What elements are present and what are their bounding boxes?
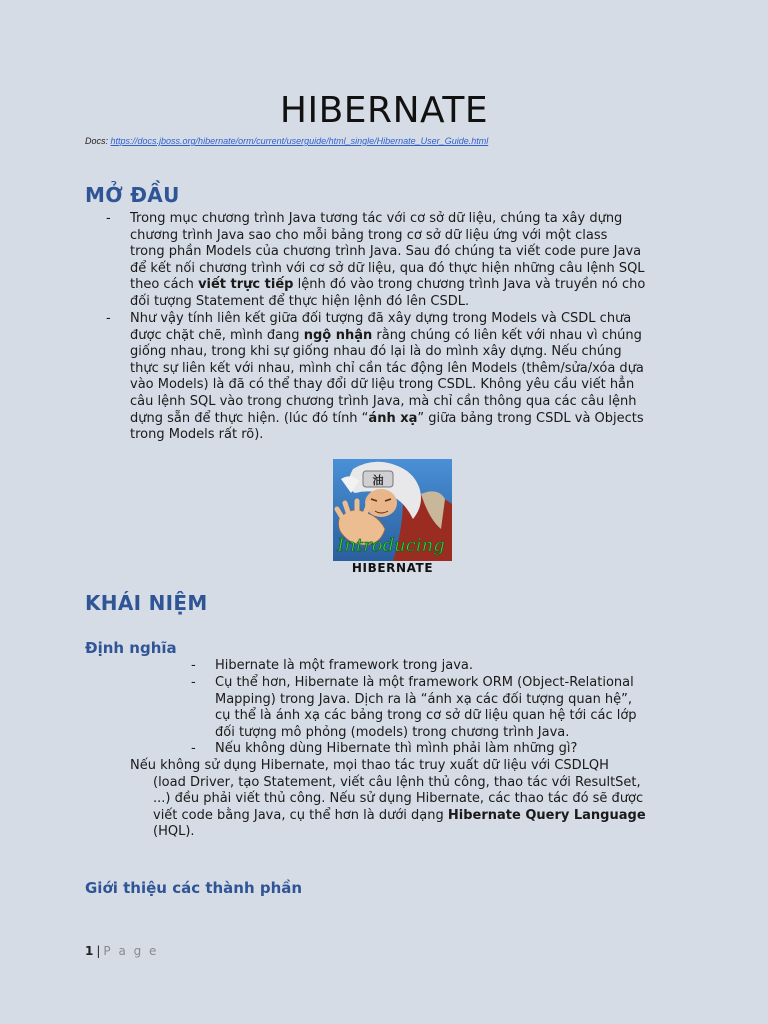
figure-caption: HIBERNATE <box>351 561 434 575</box>
list-item: - Như vậy tính liên kết giữa đối tượng đã xây dựng trong Models và CSDL chưa được chặt chẽ, mình đang ngộ nhận rằng chúng có liên kết với nhau vì chúng giống nhau, trong khi sự giống nhau đó lại là do mình xây dựng. Nếu chúng thực sự liên kết với nhau, mình chỉ cần tác động lên Models (thêm/sửa/xóa dựa vào Models) là đã có thể thay đổi dữ liệu trong CSDL. Không yêu cầu viết hẳn câu lệnh SQL vào trong chương trình Java, mà chỉ cần thông qua các câu lệnh dựng sẵn để thực hiện. (lúc đó tính “ánh xạ” giữa bảng trong CSDL và Objects trong Models rất rõ). <box>106 311 644 443</box>
character-illustration <box>333 459 452 561</box>
docs-label: Docs: <box>85 136 111 146</box>
page-label: P a g e <box>103 944 159 958</box>
bullet-dash: - <box>106 211 111 226</box>
docs-link[interactable]: https://docs.jboss.org/hibernate/orm/current/userguide/html_single/Hibernate_User_Guide.html <box>110 136 489 146</box>
list-item: - Cụ thể hơn, Hibernate là một framework ORM (Object-Relational Mapping) trong Java. Dịch ra là “ánh xạ các đối tượng quan hệ”, cụ thể là ánh xạ các bảng trong cơ sở dữ liệu quan hệ tới các lớp đối tượng mô phỏng (models) trong chương trình Java. <box>191 675 637 740</box>
bullet-dash: - <box>191 675 196 690</box>
introducing-image <box>333 459 452 561</box>
bullet-dash: - <box>191 658 196 673</box>
emphasis-text: viết trực tiếp <box>198 277 294 293</box>
headband-glyph: 油 <box>372 474 384 487</box>
page-number: 1 <box>85 944 94 958</box>
paragraph: Nếu không sử dụng Hibernate, mọi thao tác truy xuất dữ liệu với CSDLQH (load Driver, tạo Statement, viết câu lệnh thủ công, thao tác với ResultSet, ...) đều phải viết thủ công. Nếu sử dụng Hibernate, các thao tác đó sẽ được viết code bằng Java, cụ thể hơn là dưới dạng Hibernate Query Language (HQL). <box>130 758 646 840</box>
bullet-dash: - <box>191 741 196 756</box>
heading-khai-niem: KHÁI NIỆM <box>85 591 208 615</box>
heading-mo-dau: MỞ ĐẦU <box>85 183 180 207</box>
page-footer <box>85 944 158 958</box>
list-item: - Nếu không dùng Hibernate thì mình phải làm những gì? <box>191 741 578 756</box>
subheading-dinh-nghia: Định nghĩa <box>85 639 177 657</box>
introducing-text: Introducing <box>337 535 445 556</box>
list-item: - Hibernate là một framework trong java. <box>191 658 473 673</box>
emphasis-text: Hibernate Query Language <box>447 807 646 823</box>
emphasis-text: ngộ nhận <box>303 327 373 343</box>
docs-reference <box>85 136 488 146</box>
document-title: HIBERNATE <box>279 90 489 131</box>
emphasis-text: ánh xạ <box>368 410 418 426</box>
footer-separator: | <box>96 944 101 958</box>
bullet-dash: - <box>106 311 111 326</box>
list-item: - Trong mục chương trình Java tương tác với cơ sở dữ liệu, chúng ta xây dựng chương trình Java sao cho mỗi bảng trong cơ sở dữ liệu ứng với một class trong phần Models của chương trình Java. Sau đó chúng ta viết code pure Java để kết nối chương trình với cơ sở dữ liệu, qua đó thực hiện những câu lệnh SQL theo cách viết trực tiếp lệnh đó vào trong chương trình Java và truyền nó cho đối tượng Statement để thực hiện lệnh đó lên CSDL. <box>106 211 646 309</box>
subheading-gioi-thieu: Giới thiệu các thành phần <box>85 879 303 897</box>
